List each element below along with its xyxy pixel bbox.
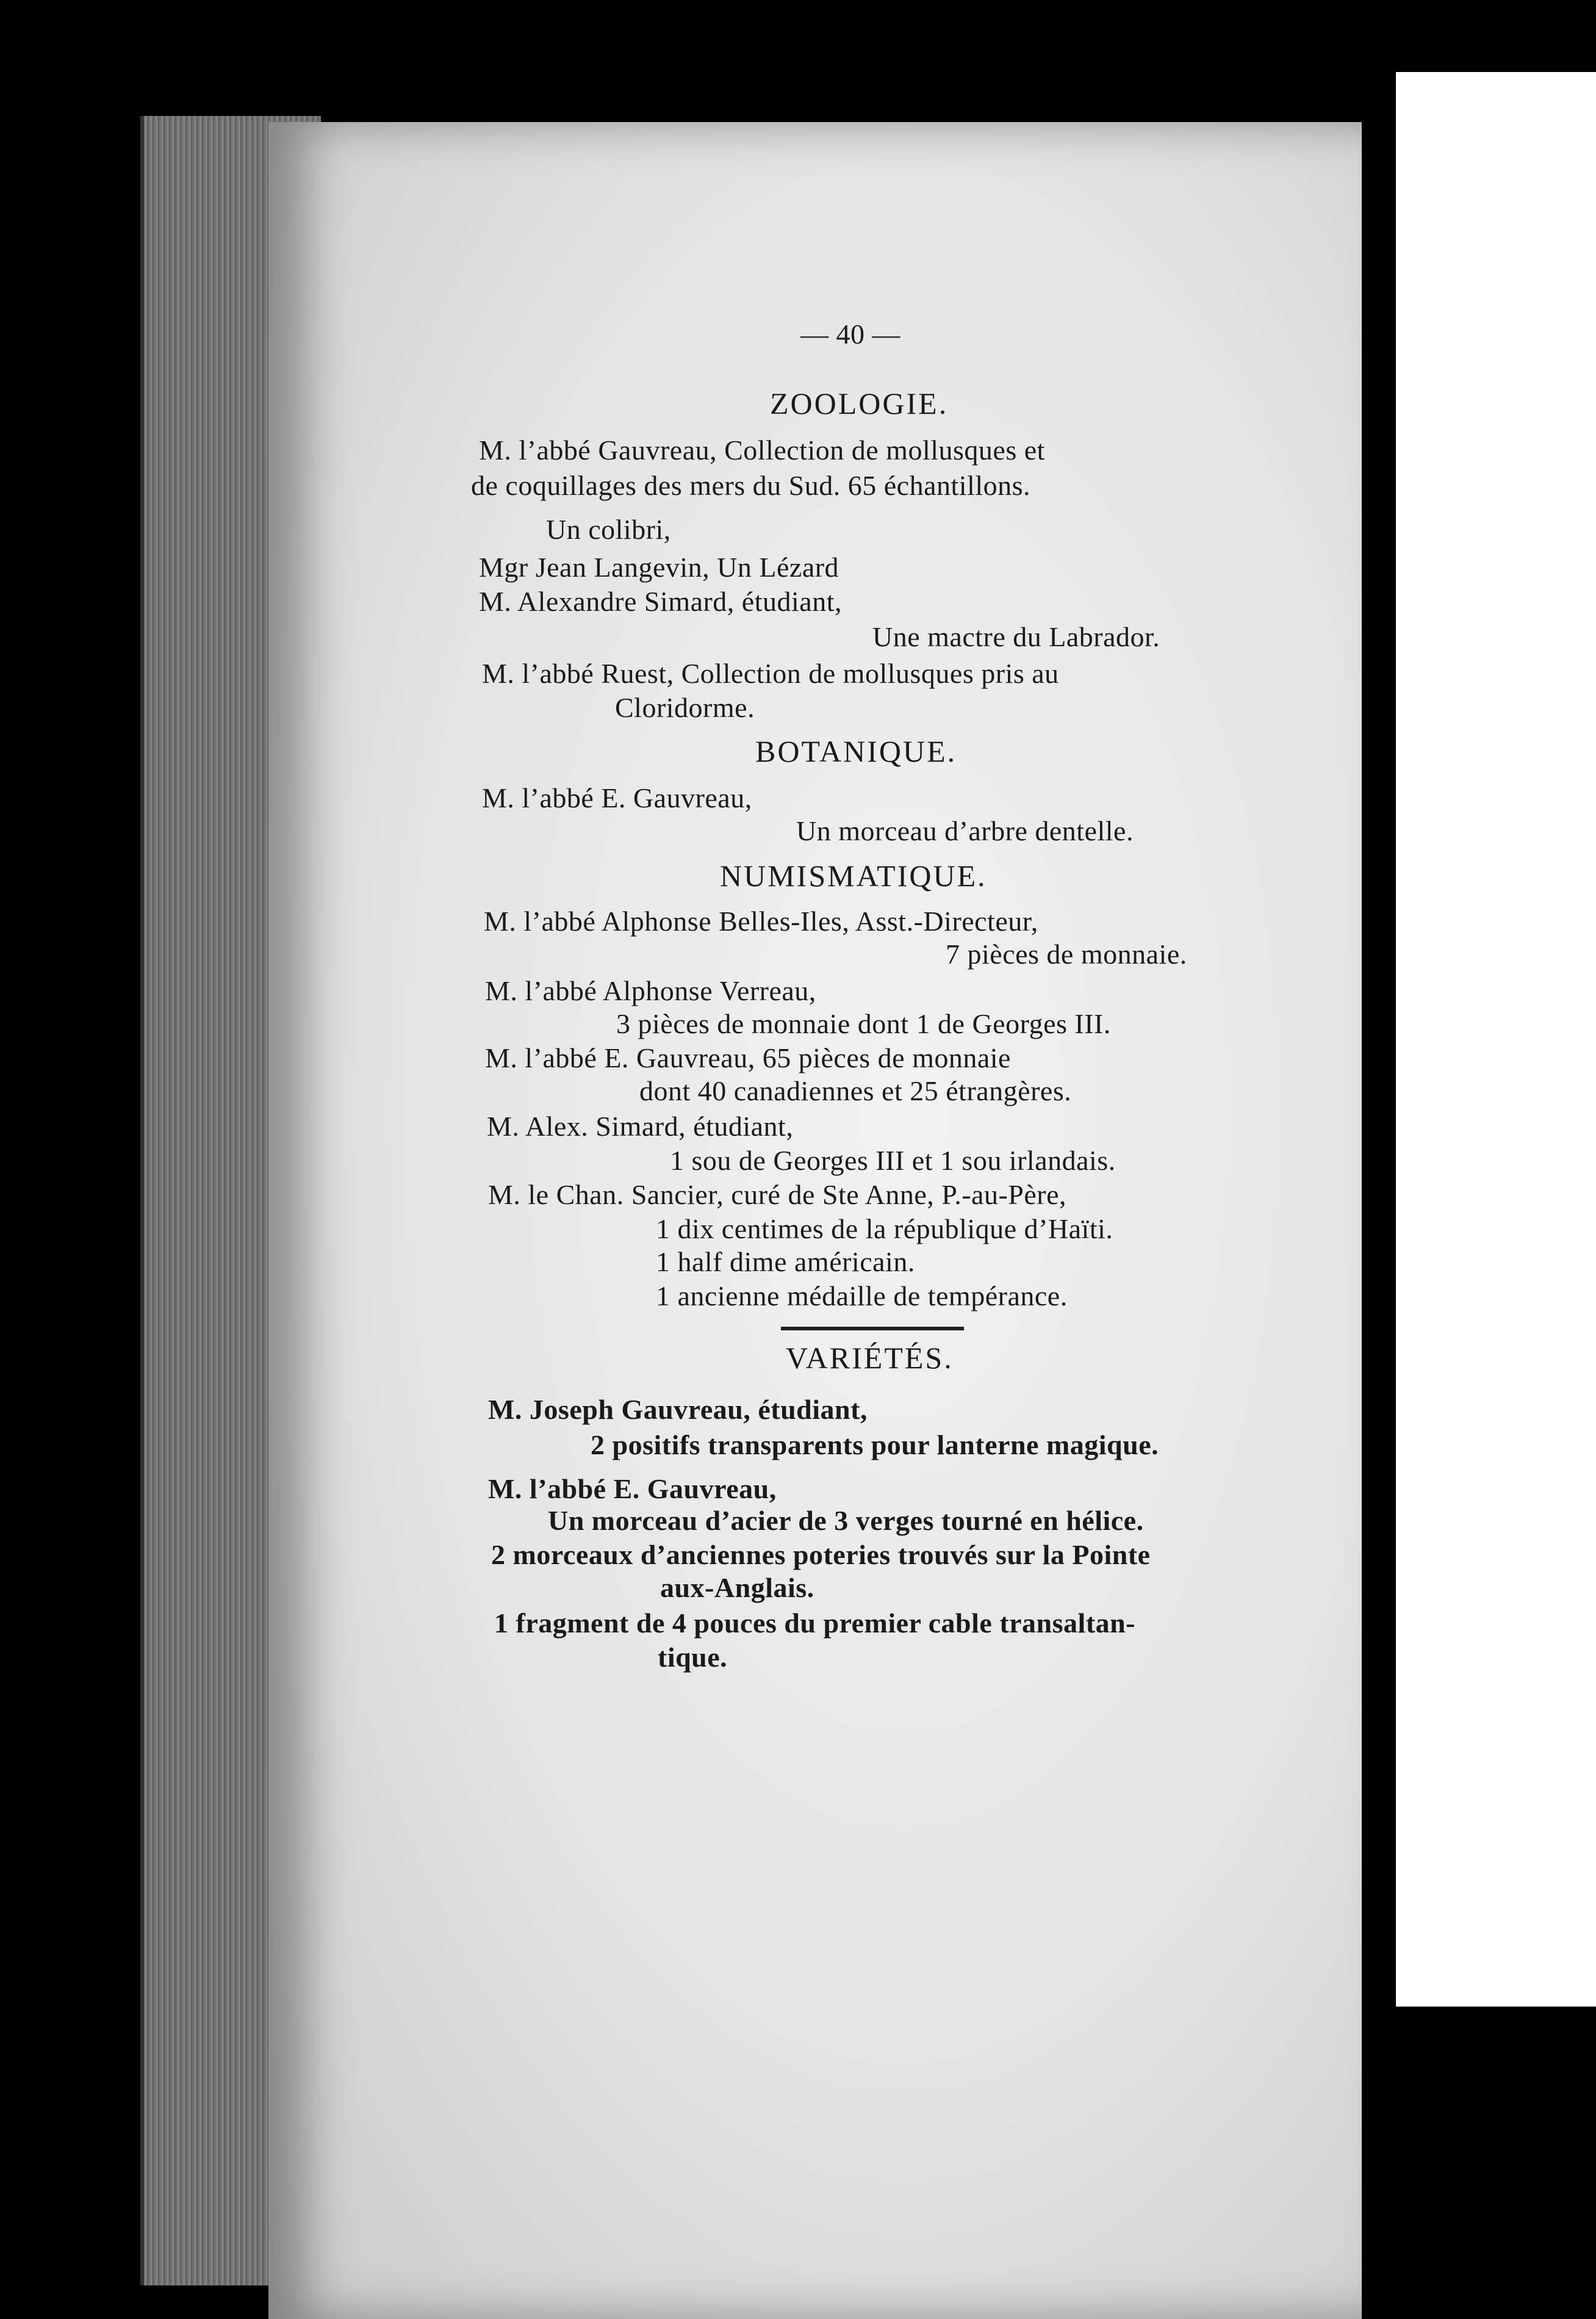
section-heading-zoologie: ZOOLOGIE. bbox=[770, 386, 949, 420]
text-line: 1 ancienne médaille de tempérance. bbox=[656, 1280, 1068, 1311]
text-line: M. l’abbé E. Gauvreau, bbox=[482, 782, 752, 813]
text-line: 3 pièces de monnaie dont 1 de Georges III. bbox=[616, 1008, 1111, 1039]
text-line: 1 sou de Georges III et 1 sou irlandais. bbox=[670, 1145, 1116, 1176]
text-line: de coquillages des mers du Sud. 65 échantillons. bbox=[471, 470, 1031, 501]
page-number: — 40 — bbox=[800, 319, 900, 350]
text-line: 1 half dime américain. bbox=[656, 1246, 915, 1277]
text-line: 2 positifs transparents pour lanterne magique. bbox=[591, 1429, 1159, 1460]
section-heading-botanique: BOTANIQUE. bbox=[755, 734, 957, 768]
text-line: 1 dix centimes de la république d’Haïti. bbox=[656, 1213, 1113, 1244]
text-line: Cloridorme. bbox=[615, 692, 755, 723]
text-line: Une mactre du Labrador. bbox=[872, 621, 1160, 652]
text-line: 7 pièces de monnaie. bbox=[946, 939, 1187, 970]
text-line: Un morceau d’acier de 3 verges tourné en hélice. bbox=[548, 1505, 1144, 1536]
section-divider-rule bbox=[781, 1327, 964, 1330]
text-line: M. Joseph Gauvreau, étudiant, bbox=[488, 1394, 868, 1425]
text-line: M. Alexandre Simard, étudiant, bbox=[479, 586, 842, 617]
text-line: M. l’abbé Alphonse Belles-Iles, Asst.-Directeur, bbox=[484, 906, 1038, 937]
scanner-margin-strip bbox=[1396, 72, 1596, 2007]
text-line: Un colibri, bbox=[546, 514, 671, 545]
text-line: M. l’abbé E. Gauvreau, bbox=[488, 1473, 777, 1504]
section-heading-numismatique: NUMISMATIQUE. bbox=[720, 859, 987, 893]
text-line: dont 40 canadiennes et 25 étrangères. bbox=[639, 1075, 1072, 1106]
text-line: aux-Anglais. bbox=[660, 1572, 814, 1603]
text-line: Un morceau d’arbre dentelle. bbox=[796, 815, 1134, 846]
text-line: 1 fragment de 4 pouces du premier cable transaltan- bbox=[494, 1607, 1136, 1639]
text-line: M. le Chan. Sancier, curé de Ste Anne, P.-au-Père, bbox=[488, 1179, 1067, 1210]
text-line: tique. bbox=[658, 1642, 728, 1673]
text-line: M. l’abbé Alphonse Verreau, bbox=[485, 975, 816, 1006]
text-line: M. l’abbé Ruest, Collection de mollusques pris au bbox=[482, 658, 1059, 689]
text-line: 2 morceaux d’anciennes poteries trouvés sur la Pointe bbox=[491, 1539, 1151, 1570]
section-heading-varietes: VARIÉTÉS. bbox=[786, 1341, 954, 1375]
text-line: M. Alex. Simard, étudiant, bbox=[487, 1111, 794, 1142]
text-line: Mgr Jean Langevin, Un Lézard bbox=[479, 552, 839, 583]
text-line: M. l’abbé Gauvreau, Collection de mollusques et bbox=[479, 435, 1045, 466]
text-line: M. l’abbé E. Gauvreau, 65 pièces de monnaie bbox=[485, 1042, 1011, 1073]
